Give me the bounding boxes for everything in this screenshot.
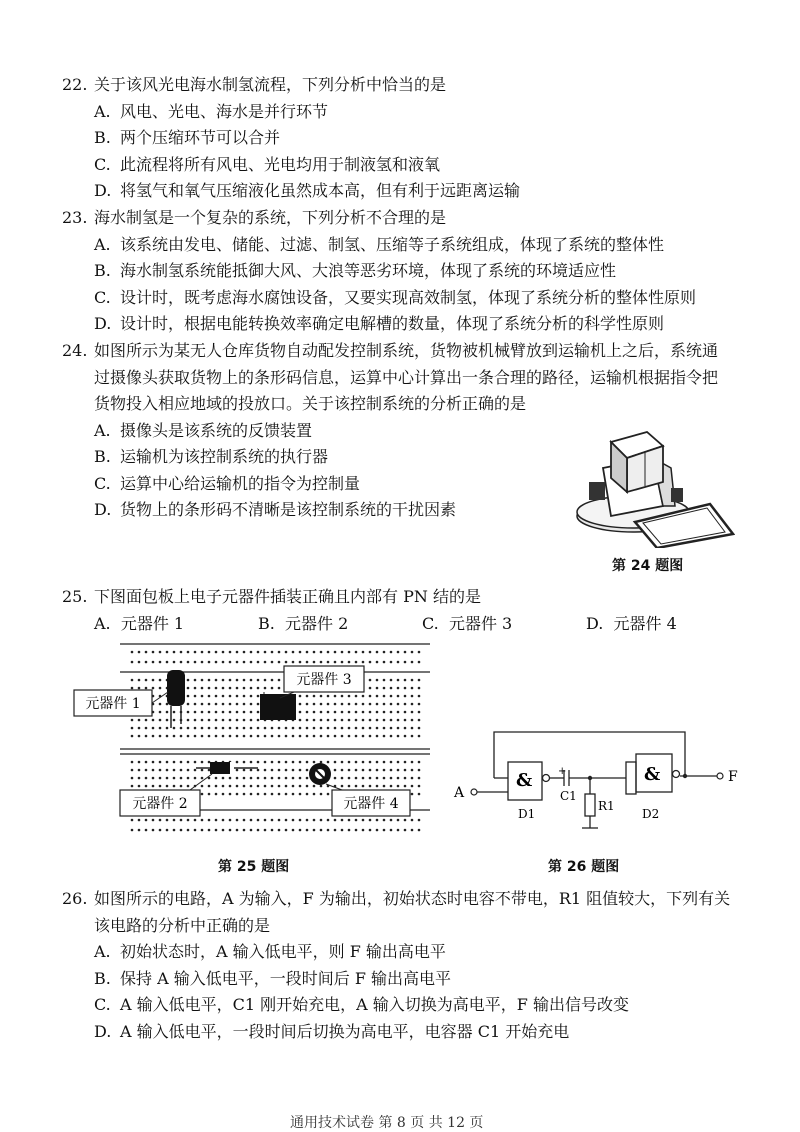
cap-plus: +: [558, 766, 567, 777]
figure-24-caption: 第 24 题图: [612, 558, 684, 574]
option-d[interactable]: D. 将氢气和氧气压缩液化虽然成本高，但有利于远距离运输: [94, 181, 521, 200]
resistor-label: R1: [598, 799, 615, 813]
page-footer: 通用技术试卷 第 8 页 共 12 页: [290, 1115, 484, 1131]
circuit-figure: [448, 718, 738, 838]
question-number: 25.: [62, 587, 88, 606]
question-25: [62, 584, 752, 637]
option-d[interactable]: D. 设计时，根据电能转换效率确定电解槽的数量，体现了系统分析的科学性原则: [94, 314, 665, 333]
component-2-diode: [196, 762, 258, 774]
output-label: F: [728, 769, 738, 785]
question-stem: [62, 205, 752, 232]
component-3-chip: [260, 692, 296, 720]
option-b[interactable]: B. 海水制氢系统能抵御大风、大浪等恶劣环境，体现了系统的环境适应性: [94, 261, 617, 280]
and-symbol-d2: &: [644, 764, 661, 785]
input-label: A: [454, 785, 465, 801]
question-stem: 25. 下图面包板上电子元器件插装正确且内部有 PN 结的是: [62, 584, 752, 611]
component-4-potentiometer: [309, 763, 331, 785]
callout-1: 元器件 1: [85, 696, 141, 712]
option-b[interactable]: B. 保持 A 输入低电平，一段时间后 F 输出高电平: [94, 968, 452, 988]
option-b[interactable]: B. 运输机为该控制系统的执行器: [94, 447, 329, 466]
breadboard-figure: [70, 642, 430, 842]
robot-figure: [575, 428, 735, 548]
question-22: [62, 72, 752, 205]
option-d[interactable]: D. A 输入低电平，一段时间后切换为高电平，电容器 C1 开始充电: [94, 1021, 570, 1041]
option-b[interactable]: B. 两个压缩环节可以合并: [94, 128, 281, 147]
question-number: 26.: [62, 889, 88, 908]
option-d[interactable]: D. 货物上的条形码不清晰是该控制系统的干扰因素: [94, 500, 457, 519]
option-a[interactable]: A. 该系统由发电、储能、过滤、制氢、压缩等子系统组成，体现了系统的整体性: [94, 234, 665, 254]
option-a[interactable]: A. 初始状态时，A 输入低电平，则 F 输出高电平: [94, 942, 446, 961]
question-number: 22.: [62, 75, 88, 94]
question-26: [62, 886, 752, 1045]
figure-26-caption: 第 26 题图: [548, 859, 620, 875]
stem-text: 海水制氢是一个复杂的系统，下列分析不合理的是: [94, 208, 447, 227]
component-1-capacitor: [167, 670, 185, 728]
callout-3: 元器件 3: [296, 672, 352, 688]
callout-4: 元器件 4: [343, 796, 399, 812]
option-a[interactable]: A. 风电、光电、海水是并行环节: [94, 101, 329, 121]
figure-25-caption: 第 25 题图: [218, 859, 290, 875]
option-c[interactable]: C. 运算中心给运输机的指令为控制量: [94, 473, 361, 493]
option-a[interactable]: A. 元器件 1: [94, 613, 185, 633]
option-a[interactable]: A. 摄像头是该系统的反馈装置: [94, 420, 313, 440]
callout-2: 元器件 2: [132, 796, 188, 812]
option-b[interactable]: B. 元器件 2: [258, 613, 349, 633]
option-c[interactable]: C. A 输入低电平，C1 刚开始充电，A 输入切换为高电平，F 输出信号改变: [94, 995, 629, 1014]
question-number: 23.: [62, 208, 88, 227]
option-d[interactable]: D. 元器件 4: [586, 613, 677, 633]
gate-d1-label: D1: [518, 807, 536, 821]
gate-d2-label: D2: [642, 807, 660, 821]
option-c[interactable]: C. 元器件 3: [422, 613, 513, 633]
question-stem: [62, 72, 752, 99]
question-number: 24.: [62, 341, 88, 360]
option-c[interactable]: C. 设计时，既考虑海水腐蚀设备，又要实现高效制氢，体现了系统分析的整体性原则: [94, 287, 697, 307]
option-c[interactable]: C. 此流程将所有风电、光电均用于制液氢和液氧: [94, 154, 441, 174]
capacitor-label: C1: [560, 789, 577, 803]
and-symbol-d1: &: [516, 770, 533, 791]
stem-text: 关于该风光电海水制氢流程，下列分析中恰当的是: [94, 75, 447, 94]
question-stem: 24. 如图所示为某无人仓库货物自动配发控制系统，货物被机械臂放到运输机上之后，系统通 过摄像头获取货物上的条形码信息，运算中心计算出一条合理的路径，运输机根据指令把 货物投入相应地域的投放口。关于该控制系统的分析正确的是: [62, 338, 752, 418]
question-stem: 26. 如图所示的电路，A 为输入，F 为输出，初始状态时电容不带电，R1 阻值较大，下列有关 该电路的分析中正确的是: [62, 886, 752, 939]
question-23: [62, 205, 752, 338]
